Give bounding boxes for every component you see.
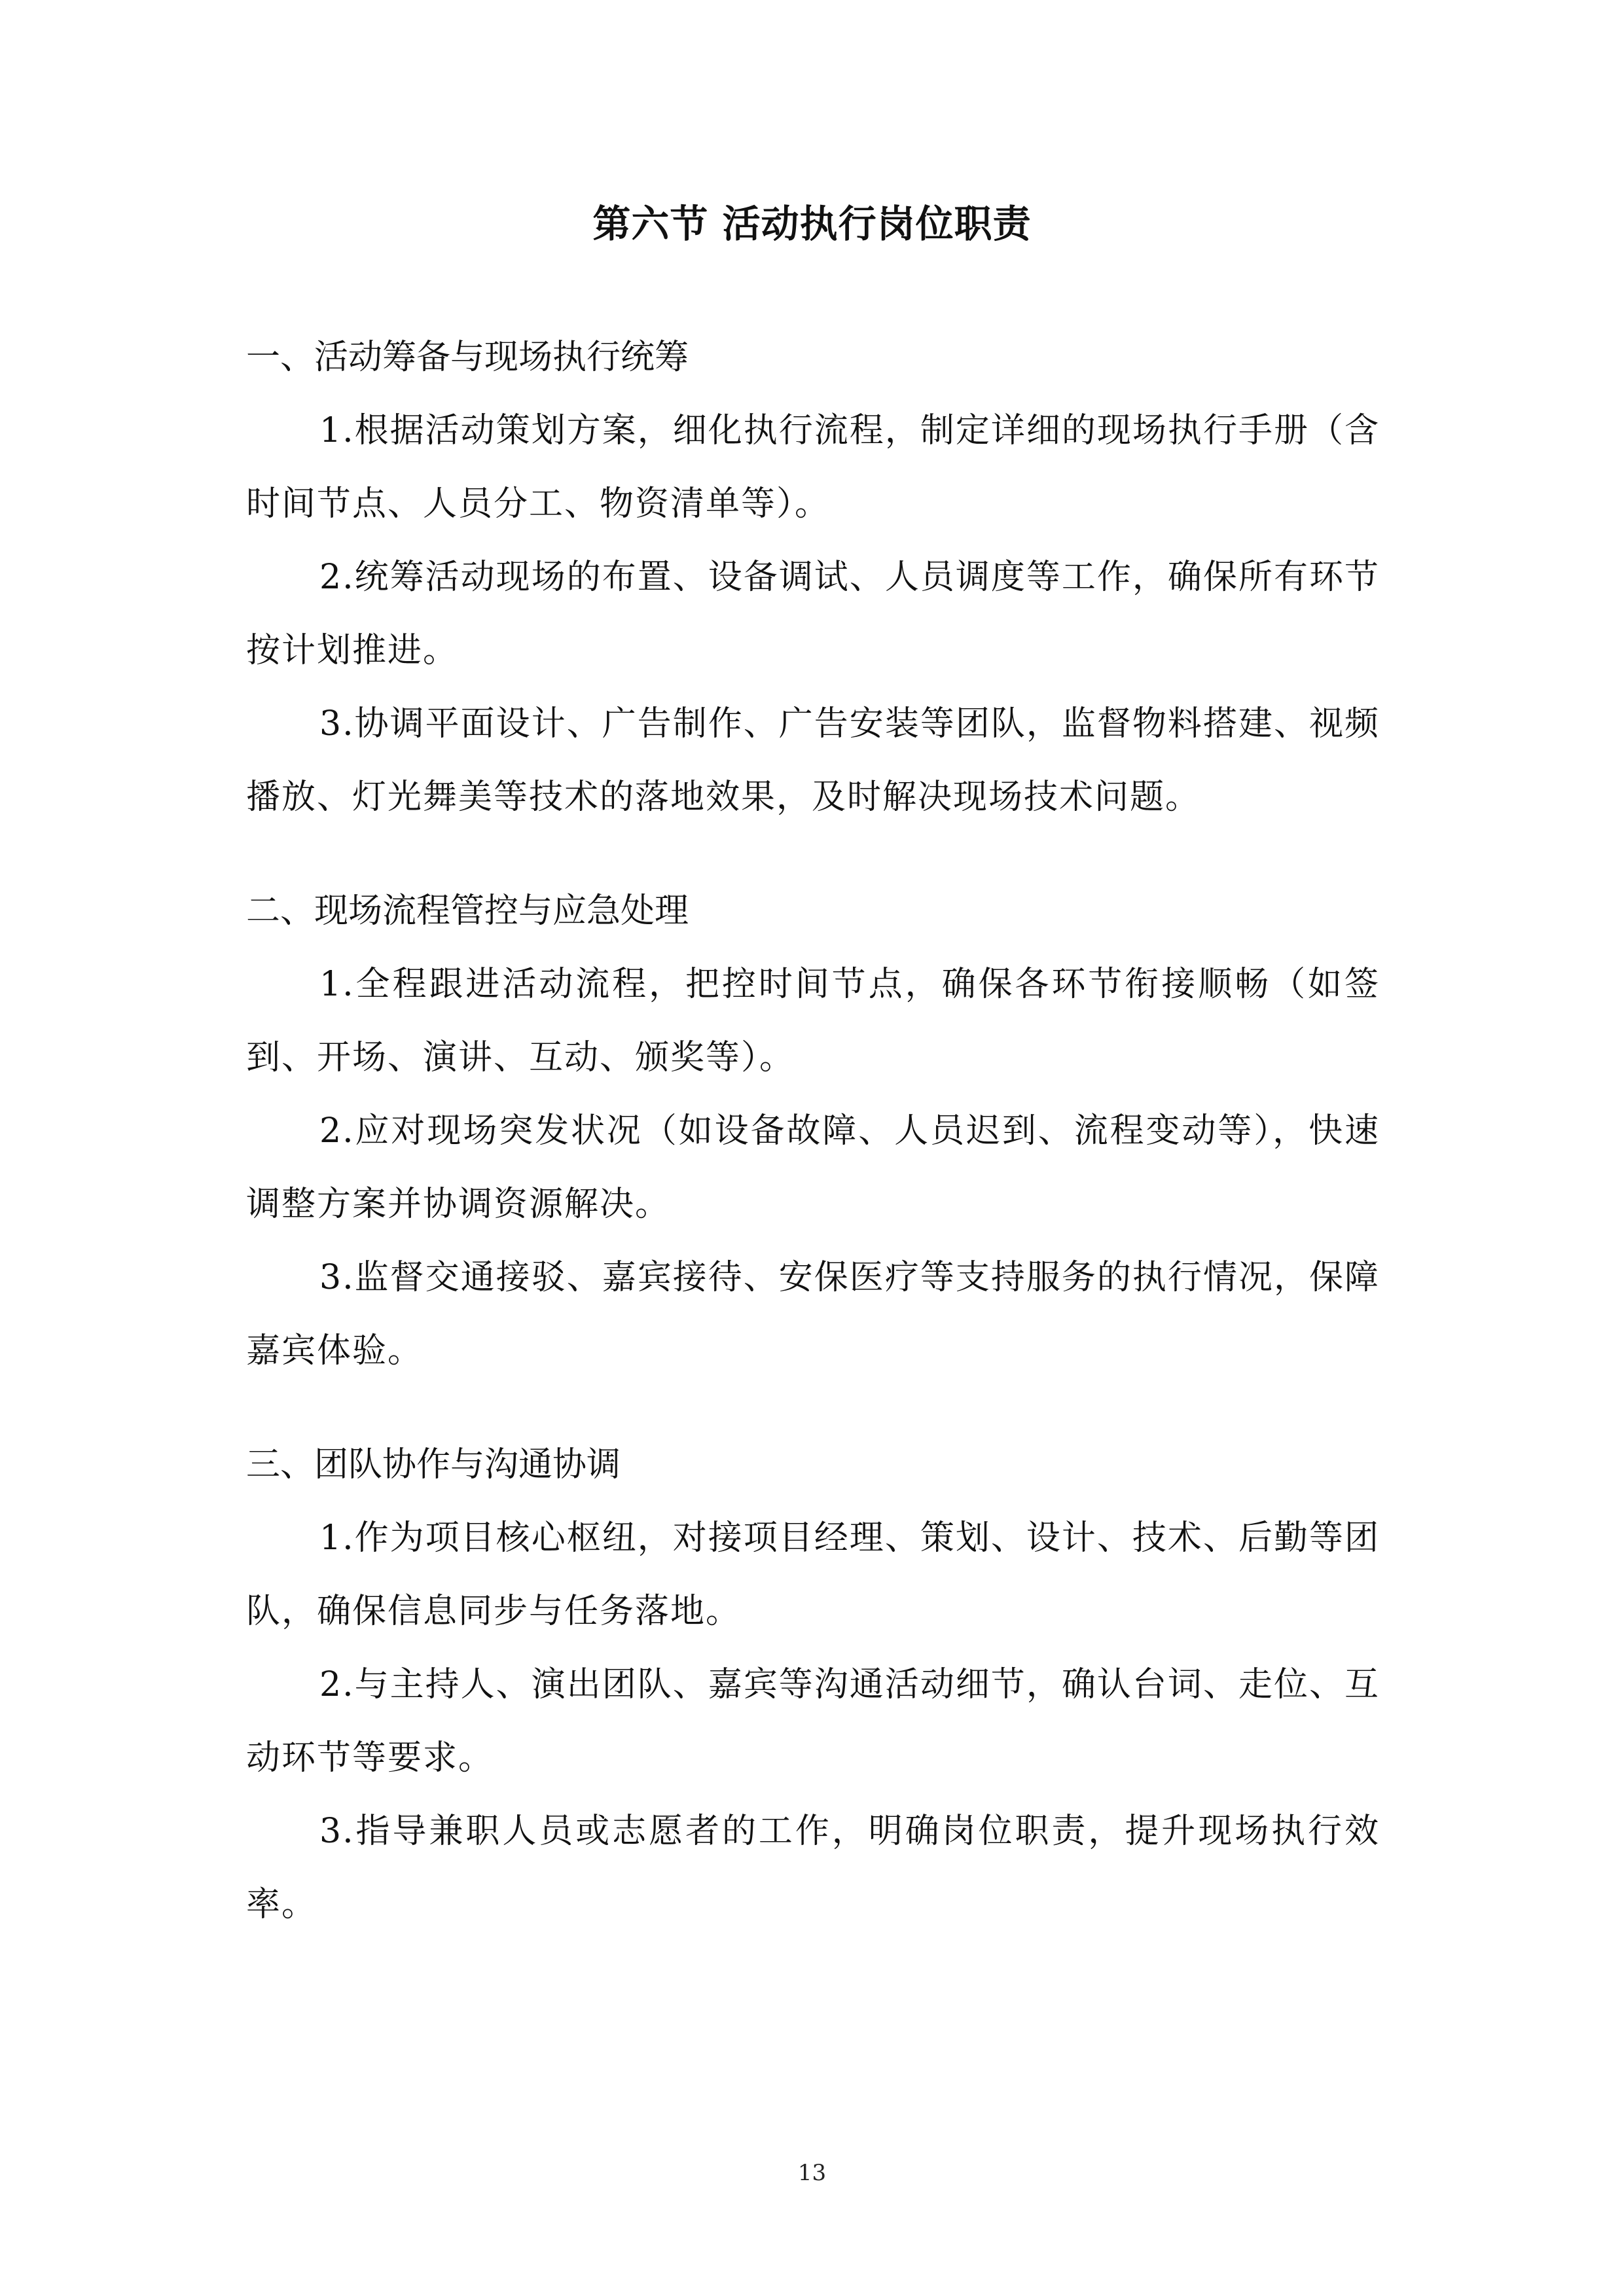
section-heading: 三、团队协作与沟通协调 [246,1445,621,1484]
page-title: 第六节 活动执行岗位职责 [592,202,1032,246]
section-3 [246,1428,1380,1941]
section-heading: 二、现场流程管控与应急处理 [246,891,689,931]
section-item: 3.协调平面设计、广告制作、广告安装等团队，监督物料搭建、视频播放、灯光舞美等技术的落地效果，及时解决现场技术问题。 [246,704,1380,817]
section-heading: 一、活动筹备与现场执行统筹 [246,338,689,377]
document-body [246,321,1380,1982]
section-item: 2.应对现场突发状况（如设备故障、人员迟到、流程变动等），快速调整方案并协调资源解决。 [246,1111,1380,1224]
section-item: 1.作为项目核心枢纽，对接项目经理、策划、设计、技术、后勤等团队，确保信息同步与任务落地。 [246,1518,1380,1631]
section-item: 1.根据活动策划方案，细化执行流程，制定详细的现场执行手册（含时间节点、人员分工、物资清单等）。 [246,411,1380,524]
section-item: 3.监督交通接驳、嘉宾接待、安保医疗等支持服务的执行情况，保障嘉宾体验。 [246,1258,1380,1371]
page-number: 13 [797,2160,827,2186]
section-item: 1.全程跟进活动流程，把控时间节点，确保各环节衔接顺畅（如签到、开场、演讲、互动、颁奖等）。 [246,965,1380,1077]
section-1 [246,321,1380,834]
section-2 [246,874,1380,1388]
section-item: 3.指导兼职人员或志愿者的工作，明确岗位职责，提升现场执行效率。 [246,1812,1380,1924]
section-item: 2.与主持人、演出团队、嘉宾等沟通活动细节，确认台词、走位、互动环节等要求。 [246,1665,1380,1778]
section-item: 2.统筹活动现场的布置、设备调试、人员调度等工作，确保所有环节按计划推进。 [246,558,1380,670]
